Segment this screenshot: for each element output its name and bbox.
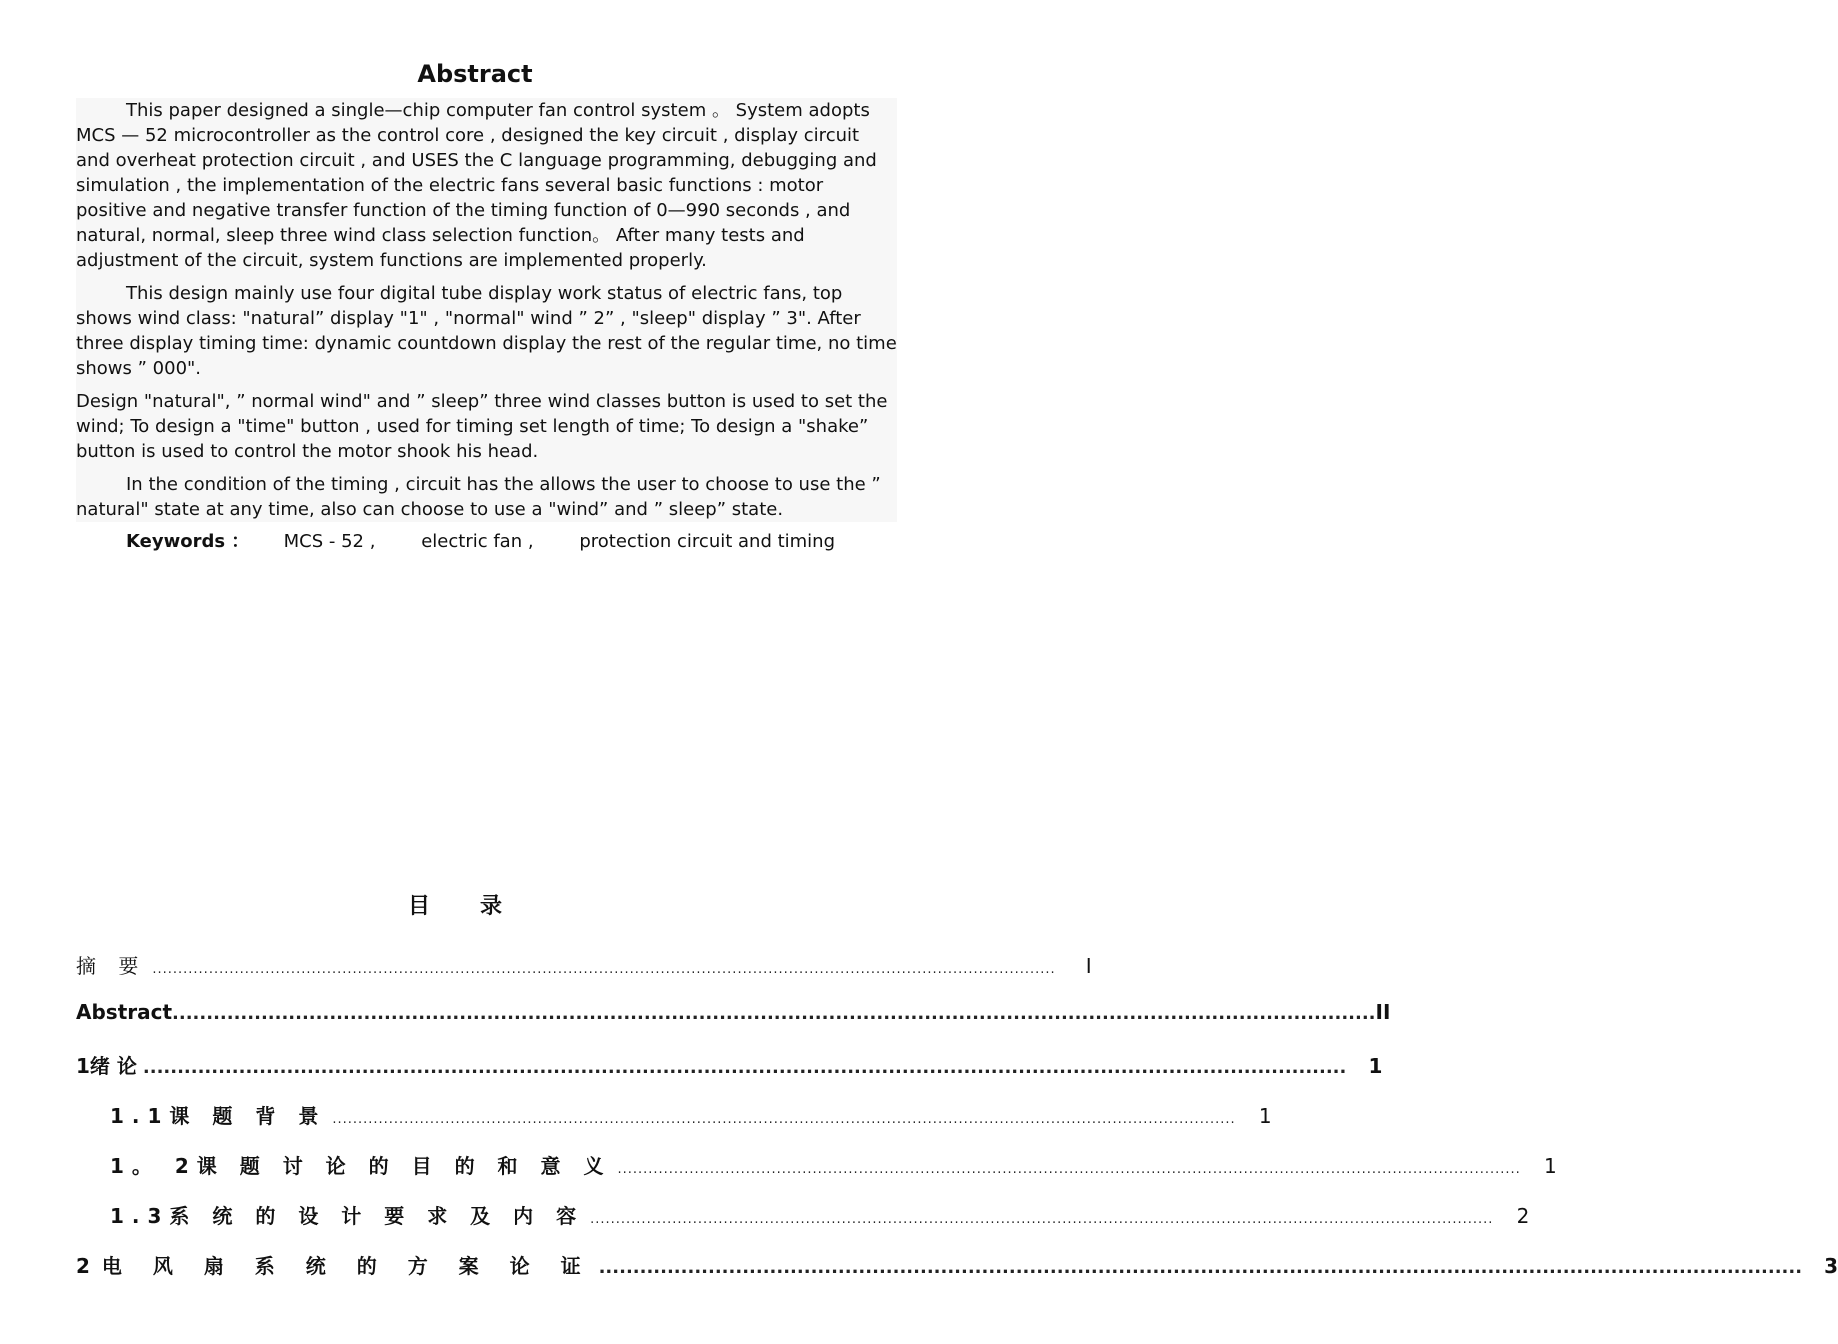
toc-leader: ................................................................................................................................................................................ [617, 1162, 1521, 1177]
toc-entry[interactable] [76, 1000, 1391, 1050]
abstract-body [76, 98, 897, 522]
toc-leader: ................................................................................................................................................................................ [172, 1003, 1376, 1024]
toc-leader: ................................................................................................................................................................................ [152, 962, 1056, 977]
toc-entry[interactable] [76, 1200, 1530, 1250]
keywords-text: MCS - 52 , electric fan , protection circuit and timing [249, 531, 836, 552]
toc-entry-page: 1 [1544, 1154, 1557, 1178]
toc-entry[interactable] [76, 1150, 1557, 1200]
toc-entry-label: Abstract [76, 1000, 173, 1024]
toc-entry-page: II [1375, 1000, 1391, 1024]
keywords-line [126, 529, 835, 554]
toc-entry[interactable] [76, 1050, 1383, 1100]
keywords-label: Keywords ： [126, 531, 250, 552]
abstract-paragraph: Design "natural", ” normal wind" and ” sleep” three wind classes button is used to set the wind; To design a "time" button , used for timing set length of time; To design a "shake” button is used to control the motor shook his head. [76, 391, 888, 462]
toc-entry-page: I [1085, 954, 1092, 978]
toc-entry[interactable] [76, 1250, 1838, 1300]
toc-title: 目录 [407, 894, 552, 919]
abstract-paragraph: In the condition of the timing , circuit has the allows the user to choose to use the ” natural" state at any time, also can choose to use a "wind” and ” sleep” state. [76, 474, 881, 520]
toc-entry-label: 1.3系 统 的 设 计 要 求 及 内 容 [110, 1204, 585, 1228]
toc-entry-page: 3 [1824, 1254, 1838, 1278]
toc-leader: ................................................................................................................................................................................ [332, 1112, 1236, 1127]
abstract-paragraph: This paper designed a single—chip computer fan control system 。 System adopts MCS — 52 microcontroller as the control core , designed the key circuit , display circuit and overheat protection circuit , and USES the C language programming, debugging and simulation , the implementation of the electric fans several basic functions : motor positive and negative transfer function of the timing function of 0—990 seconds , and natural, normal, sleep three wind class selection function。 After many tests and adjustment of the circuit, system functions are implemented properly. [76, 100, 877, 271]
table-of-contents [76, 950, 1838, 1300]
toc-entry-label: 1。 2课 题 讨 论 的 目 的 和 意 义 [110, 1154, 612, 1178]
toc-leader: ................................................................................................................................................................................ [142, 1057, 1347, 1078]
toc-entry[interactable] [76, 1100, 1272, 1150]
toc-entry[interactable] [76, 950, 1092, 1000]
toc-entry-label: 摘 要 [76, 954, 147, 978]
toc-entry-page: 2 [1516, 1204, 1530, 1228]
toc-entry-label: 1绪 论 [76, 1054, 137, 1078]
abstract-title: Abstract [417, 60, 533, 88]
toc-entry-page: 1 [1258, 1104, 1272, 1128]
toc-leader: ................................................................................................................................................................................ [590, 1212, 1494, 1227]
toc-leader: ................................................................................................................................................................................ [598, 1257, 1803, 1278]
toc-entry-page: 1 [1368, 1054, 1383, 1078]
toc-entry-label: 1.1课 题 背 景 [110, 1104, 327, 1128]
toc-entry-label: 2电 风 扇 系 统 的 方 案 论 证 [76, 1254, 593, 1278]
abstract-paragraph: This design mainly use four digital tube display work status of electric fans, top shows wind class: "natural” display "1" , "normal" wind ” 2” , "sleep" display ” 3". After three display timing time: dynamic countdown display the rest of the regular time, no time shows ” 000". [76, 283, 897, 379]
